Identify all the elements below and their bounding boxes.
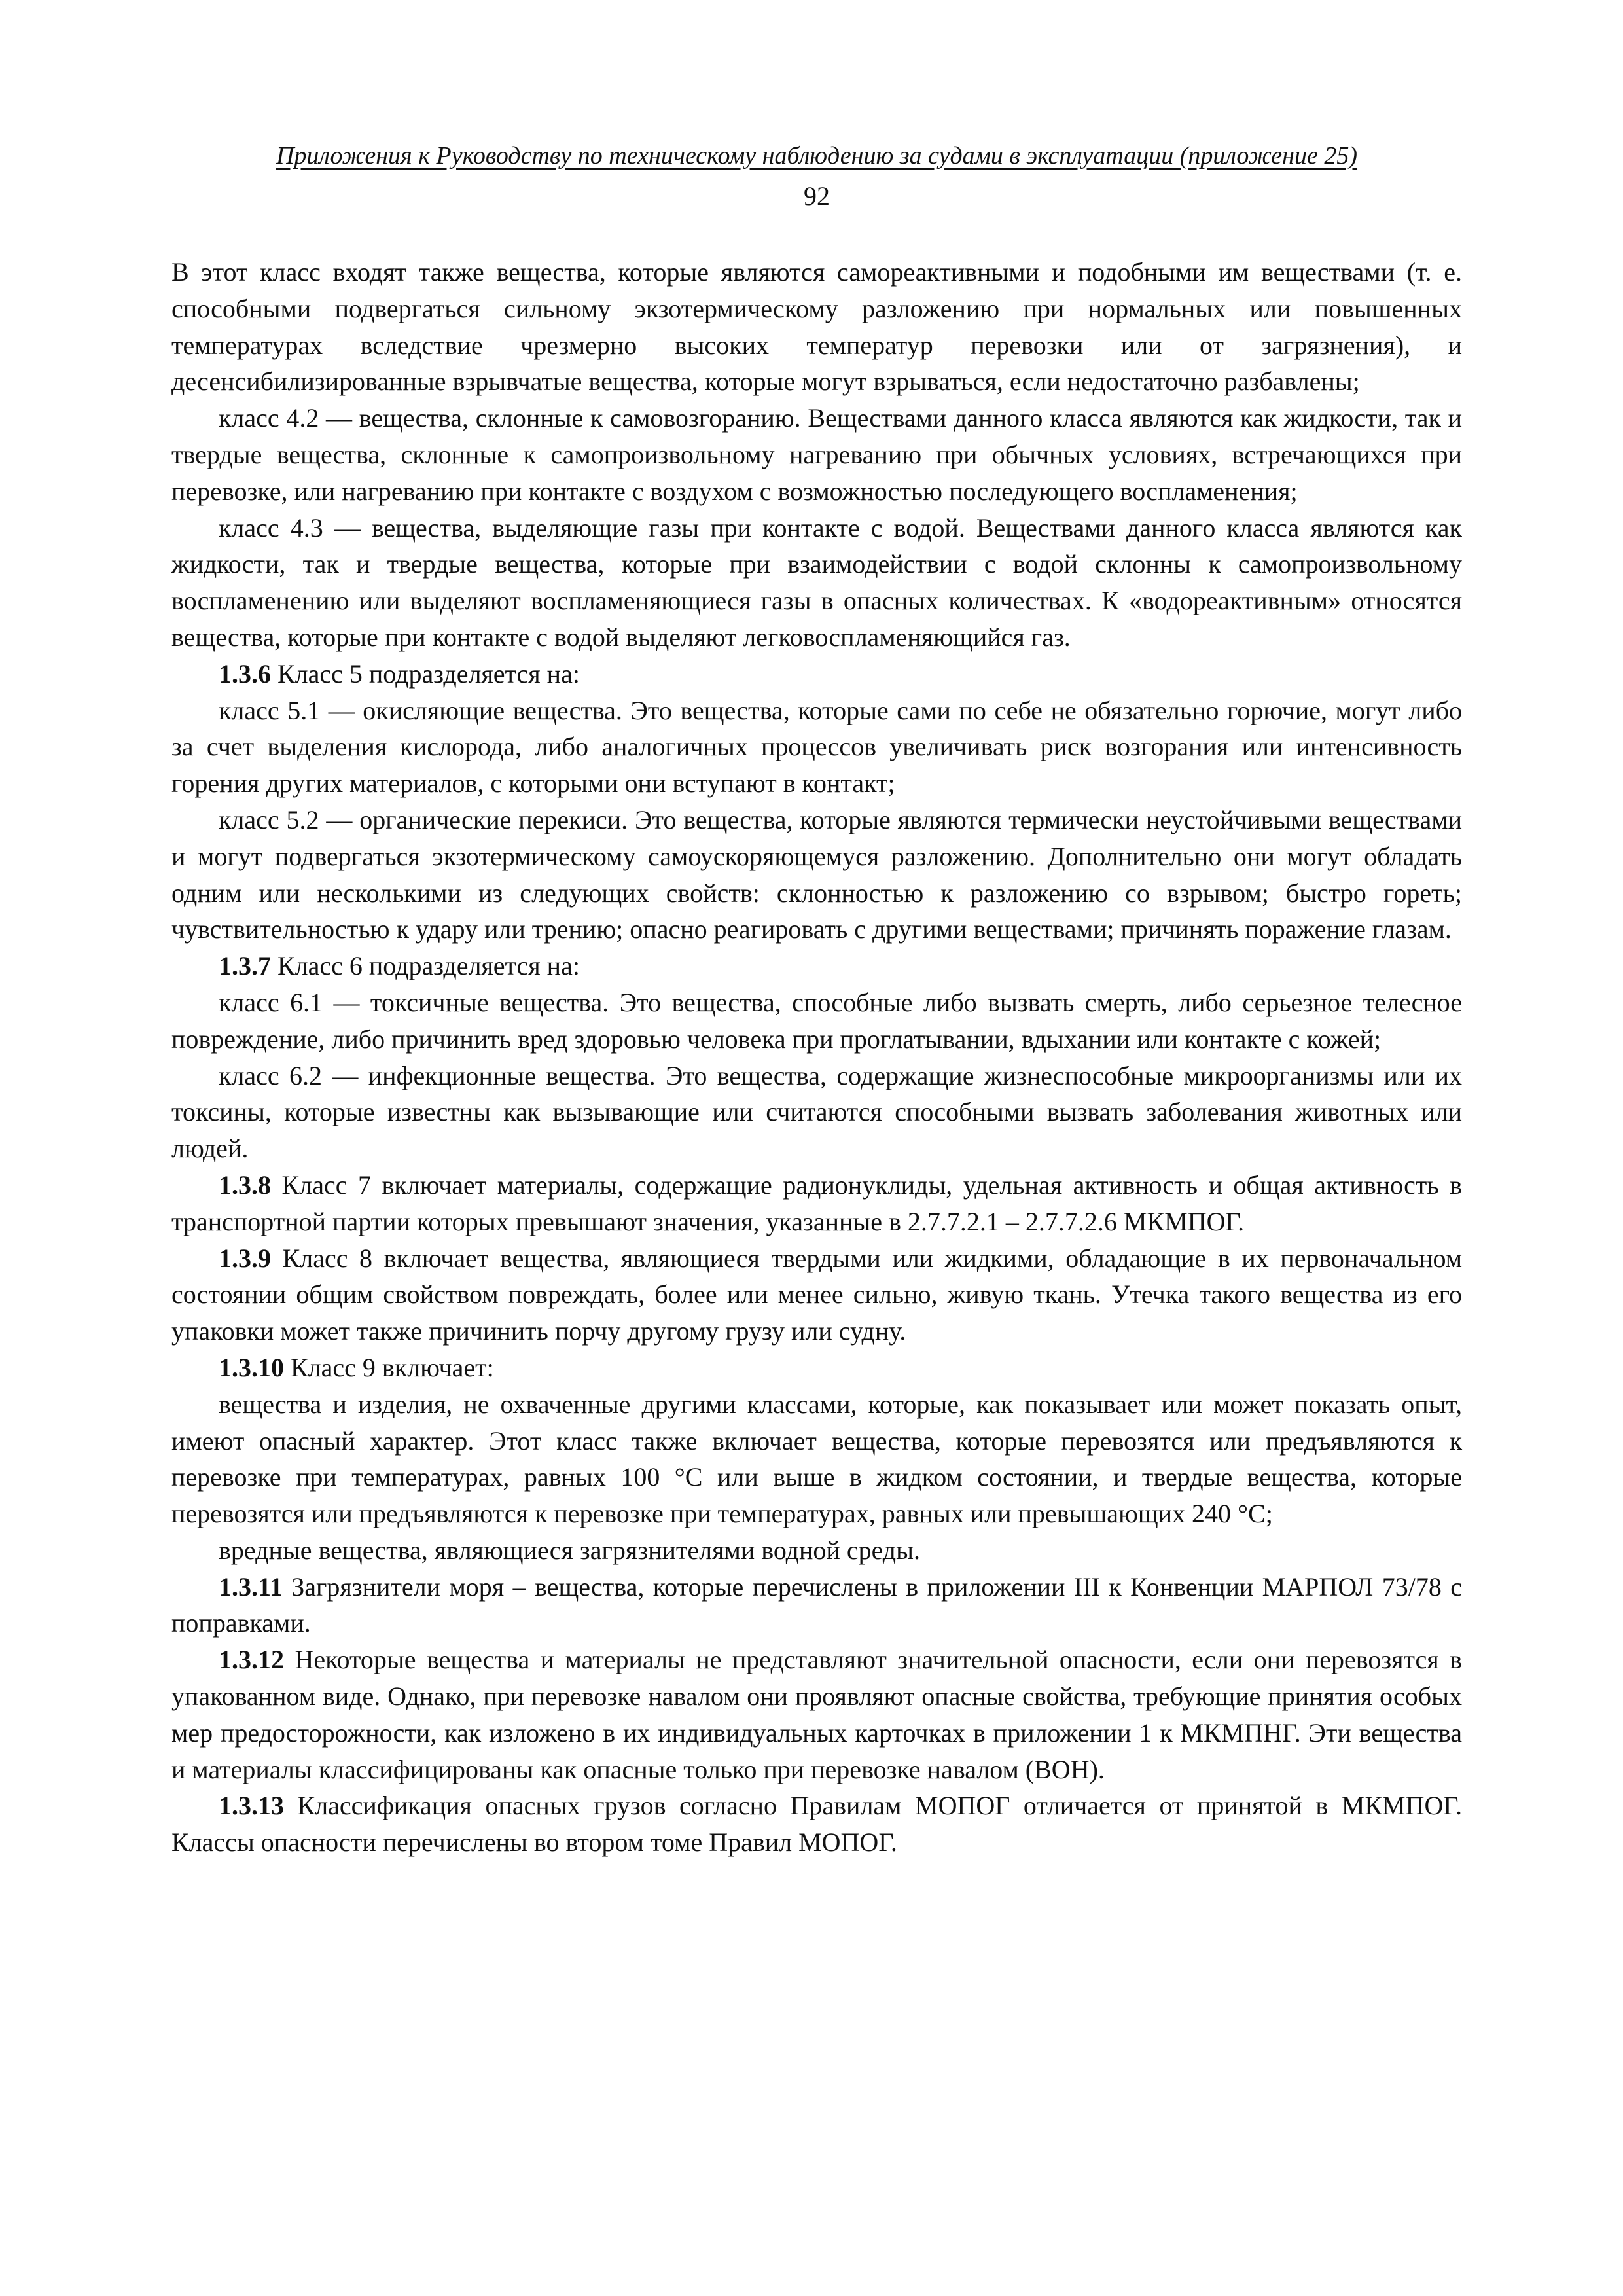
paragraph-text: Загрязнители моря – вещества, которые перечислены в приложении III к Конвенции МАРПОЛ 73/78 с поправками.	[171, 1571, 1463, 1638]
paragraph	[171, 656, 1462, 692]
paragraph-text: класс 6.1 — токсичные вещества. Это вещества, способные либо вызвать смерть, либо серьезное телесное повреждение, либо причинить вред здоровью человека при проглатывании, вдыхании или контакте с кожей;	[171, 987, 1462, 1054]
paragraph	[171, 802, 1462, 948]
paragraph-text: класс 6.2 — инфекционные вещества. Это вещества, содержащие жизнеспособные микроорганизмы или их токсины, которые известны как вызывающие или считаются способными вызвать заболевания животных или людей.	[171, 1060, 1462, 1164]
paragraph	[171, 1350, 1462, 1386]
clause-number: 1.3.10	[219, 1352, 284, 1382]
paragraph-text: В этот класс входят также вещества, которые являются самореактивными и подобными им веществами (т. е. способными подвергаться сильному экзотермическому разложению при нормальных или повышенных температурах вследствие чрезмерно высоких температур перевозки или от загрязнения), и десенсибилизированные взрывчатые вещества, которые могут взрываться, если недостаточно разбавлены;	[171, 257, 1462, 397]
paragraph-text: класс 5.1 — окисляющие вещества. Это вещества, которые сами по себе не обязательно горючие, могут либо за счет выделения кислорода, либо аналогичных процессов увеличивать риск возгорания или интенсивность горения других материалов, с которыми они вступают в контакт;	[171, 695, 1462, 798]
paragraph	[171, 1058, 1462, 1167]
paragraph	[171, 1167, 1462, 1240]
paragraph	[171, 1569, 1462, 1642]
clause-number: 1.3.11	[219, 1571, 283, 1602]
clause-number: 1.3.12	[219, 1645, 284, 1675]
paragraph	[171, 1532, 1462, 1569]
paragraph	[171, 254, 1462, 400]
paragraph	[171, 984, 1462, 1058]
clause-number: 1.3.7	[219, 951, 271, 981]
paragraph-text: Класс 9 включает:	[291, 1352, 494, 1382]
paragraph-text: вредные вещества, являющиеся загрязнителями водной среды.	[219, 1535, 921, 1565]
paragraph-text: вещества и изделия, не охваченные другими классами, которые, как показывает или может показать опыт, имеют опасный характер. Этот класс также включает вещества, которые перевозятся или предъявляются к перевозке при температурах, равных 100 °C или выше в жидком состоянии, и твердые вещества, которые перевозятся или предъявляются к перевозке при температурах, равных или превышающих 240 °C;	[171, 1389, 1462, 1529]
paragraph-text: класс 4.2 — вещества, склонные к самовозгоранию. Веществами данного класса являются как жидкости, так и твердые вещества, склонные к самопроизвольному нагреванию при обычных условиях, встречающихся при перевозке, или нагреванию при контакте с воздухом с возможностью последующего воспламенения;	[171, 403, 1462, 506]
paragraph-text: Класс 6 подразделяется на:	[277, 951, 580, 981]
body-text	[171, 254, 1462, 1861]
paragraph	[171, 1240, 1462, 1350]
paragraph-text: класс 5.2 — органические перекиси. Это вещества, которые являются термически неустойчивыми веществами и могут подвергаться экзотермическому самоускоряющемуся разложению. Дополнительно они могут обладать одним или несколькими из следующих свойств: склонностью к разложению со взрывом; быстро гореть; чувствительностью к удару или трению; опасно реагировать с другими веществами; причинять поражение глазам.	[171, 804, 1462, 944]
paragraph	[171, 1787, 1462, 1861]
paragraph-text: Класс 5 подразделяется на:	[277, 658, 580, 689]
paragraph	[171, 692, 1462, 802]
paragraph	[171, 1386, 1462, 1532]
clause-number: 1.3.8	[219, 1170, 271, 1200]
paragraph-text: Некоторые вещества и материалы не представляют значительной опасности, если они перевозятся в упакованном виде. Однако, при перевозке навалом они проявляют опасные свойства, требующие принятия особых мер предосторожности, как изложено в их индивидуальных карточках в приложении 1 к МКМПНГ. Эти вещества и материалы классифицированы как опасные только при перевозке навалом (ВОН).	[171, 1645, 1462, 1784]
paragraph	[171, 1641, 1462, 1787]
paragraph	[171, 948, 1462, 984]
paragraph-text: Класс 7 включает материалы, содержащие радионуклиды, удельная активность и общая активность в транспортной партии которых превышают значения, указанные в 2.7.7.2.1 – 2.7.7.2.6 МКМПОГ.	[171, 1170, 1463, 1236]
clause-number: 1.3.6	[219, 658, 271, 689]
paragraph	[171, 400, 1462, 509]
running-header: Приложения к Руководству по техническому наблюдению за судами в эксплуатации (приложение 25)	[276, 142, 1358, 170]
paragraph-text: Классификация опасных грузов согласно Правилам МОПОГ отличается от принятой в МКМПОГ. Классы опасности перечислены во втором томе Правил МОПОГ.	[171, 1791, 1462, 1857]
paragraph	[171, 510, 1462, 656]
paragraph-text: Класс 8 включает вещества, являющиеся твердыми или жидкими, обладающие в их первоначальном состоянии общим свойством повреждать, более или менее сильно, живую ткань. Утечка такого вещества из его упаковки может также причинить порчу другому грузу или судну.	[171, 1243, 1463, 1346]
clause-number: 1.3.9	[219, 1243, 271, 1273]
clause-number: 1.3.13	[219, 1791, 284, 1821]
paragraph-text: класс 4.3 — вещества, выделяющие газы при контакте с водой. Веществами данного класса являются как жидкости, так и твердые вещества, которые при взаимодействии с водой склонны к самопроизвольному воспламенению или выделяют воспламеняющиеся газы в опасных количествах. К «водореактивным» относятся вещества, которые при контакте с водой выделяют легковоспламеняющийся газ.	[171, 512, 1462, 652]
page-number: 92	[804, 181, 830, 211]
